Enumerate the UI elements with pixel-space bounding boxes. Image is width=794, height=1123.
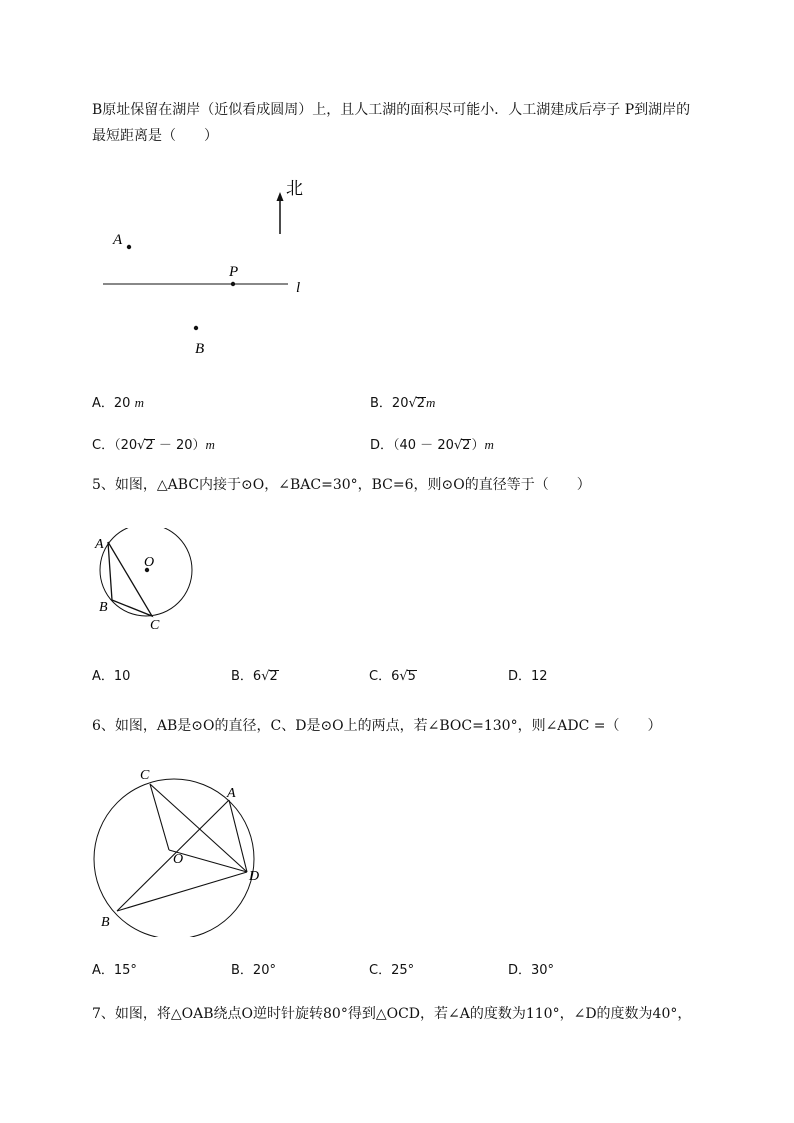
- north-label: 北: [286, 179, 303, 198]
- label-A: A: [95, 537, 104, 552]
- q4-option-a-prefix: A．20: [92, 396, 135, 411]
- q4-option-c-unit: m: [205, 437, 215, 452]
- radical-sign: √: [261, 669, 270, 684]
- q4-option-d-suffix: ）: [471, 438, 485, 453]
- q7-stem: 7、如图，将△OAB绕点O逆时针旋转80°得到△OCD，若∠A的度数为110°，∠D的度数为40°，: [92, 1006, 692, 1022]
- q6-option-b: B．20°: [231, 963, 276, 978]
- triangle-ABC: [108, 542, 155, 616]
- q4-option-d-prefix: D．（40 － 20: [370, 438, 454, 453]
- point-A: [127, 245, 131, 249]
- q4-option-d: [370, 436, 494, 455]
- q4-option-c: [92, 436, 215, 455]
- q4-option-d-radicand: 2: [462, 438, 471, 453]
- q4-option-c-radicand: 2: [145, 438, 154, 453]
- q5-option-a: A．10: [92, 669, 131, 684]
- label-B: B: [99, 600, 108, 615]
- q4-option-a: [92, 394, 144, 413]
- q5-option-b-prefix: B．6: [231, 669, 262, 684]
- radical-sign: √: [453, 438, 463, 453]
- q4-option-b-prefix: B．20: [370, 396, 409, 411]
- label-B: B: [195, 341, 205, 357]
- q5-option-b: [231, 668, 279, 686]
- point-P: [231, 282, 235, 286]
- label-l: l: [296, 280, 301, 296]
- q4-option-b-radicand: 2: [416, 396, 426, 411]
- label-D: D: [249, 869, 260, 884]
- q5-option-c-radicand: 5: [407, 669, 416, 684]
- q6-stem: 6、如图，AB是⊙O的直径，C、D是⊙O上的两点，若∠BOC=130°，则∠ADC =（ ）: [92, 718, 662, 734]
- q4-option-b: [370, 394, 435, 413]
- segment-CO: [150, 784, 169, 850]
- q4-option-b-unit: m: [426, 395, 436, 410]
- q5-option-d: D．12: [508, 669, 548, 684]
- q6-option-d: D．30°: [508, 963, 555, 978]
- q6-option-a: A．15°: [92, 963, 137, 978]
- label-C: C: [140, 768, 150, 783]
- q6-figure: [88, 762, 278, 937]
- q5-stem: 5、如图，△ABC内接于⊙O，∠BAC=30°，BC=6，则⊙O的直径等于（ ）: [92, 477, 591, 493]
- label-O: O: [144, 555, 155, 570]
- circle-O: [100, 528, 192, 616]
- q4-option-a-unit: m: [134, 395, 144, 410]
- radical-sign: √: [399, 669, 408, 684]
- q5-option-c: [369, 668, 417, 686]
- label-C: C: [150, 618, 160, 633]
- point-B: [194, 326, 198, 330]
- q4-text-line2: 最短距离是（ ）: [92, 128, 218, 144]
- label-A: A: [227, 786, 236, 801]
- q4-option-d-unit: m: [484, 437, 494, 452]
- label-B: B: [101, 915, 110, 930]
- q5-option-c-prefix: C．6: [369, 669, 400, 684]
- radical-sign: √: [137, 438, 146, 453]
- q5-figure: [88, 528, 208, 638]
- q6-option-c: C．25°: [369, 963, 415, 978]
- label-O: O: [173, 852, 184, 867]
- label-P: P: [229, 264, 239, 280]
- north-arrowhead: [277, 192, 284, 201]
- q4-option-c-prefix: C．（20: [92, 438, 138, 453]
- label-A: A: [113, 232, 123, 248]
- q4-option-c-suffix: － 20）: [154, 438, 206, 453]
- q4-text-line1: B原址保留在湖岸（近似看成圆周）上，且人工湖的面积尽可能小．人工湖建成后亭子 P到湖岸的: [92, 102, 691, 118]
- q5-option-b-radicand: 2: [269, 669, 278, 684]
- q4-figure: [95, 172, 325, 367]
- radical-sign: √: [408, 396, 417, 411]
